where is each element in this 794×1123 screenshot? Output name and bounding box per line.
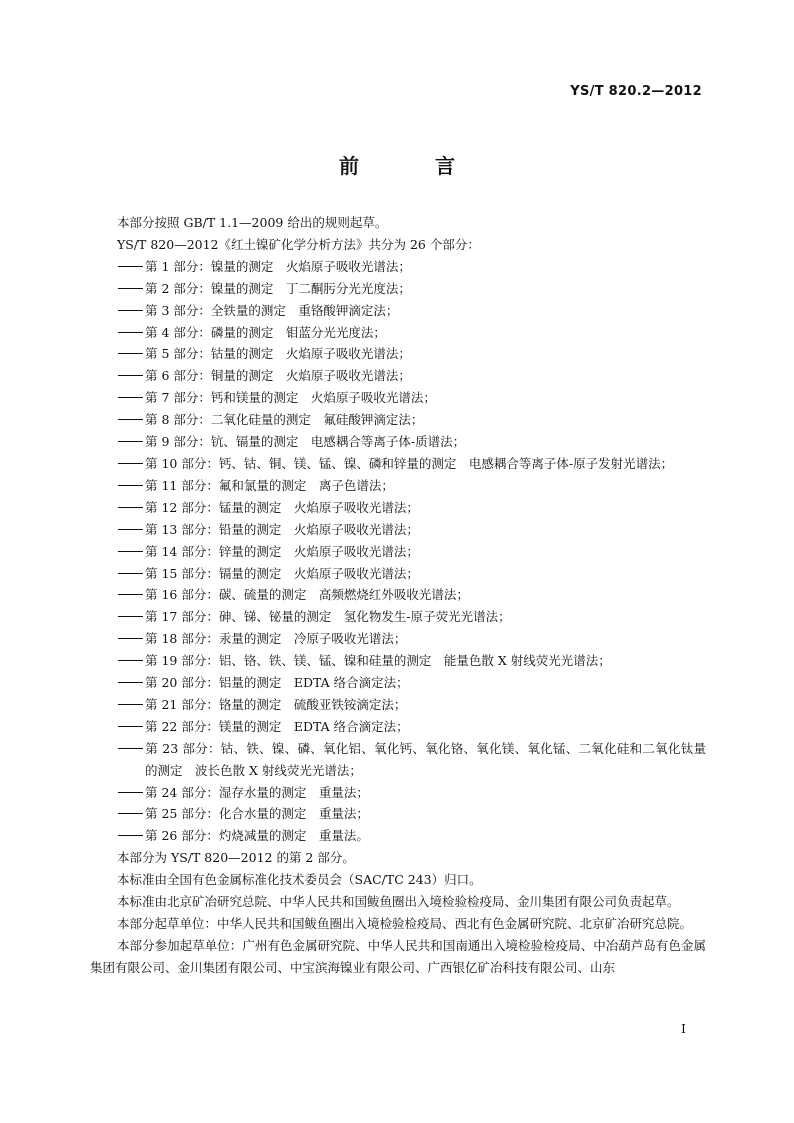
list-item	[90, 584, 706, 606]
list-item	[90, 278, 706, 300]
list-item-text: 第 11 部分：氟和氯量的测定 离子色谱法；	[145, 477, 394, 493]
drafting-organizations: 本标准由北京矿冶研究总院、中华人民共和国鲅鱼圈出入境检验检疫局、金川集团有限公司负责起草。	[117, 894, 680, 910]
list-item	[90, 563, 706, 585]
dash-mark	[118, 365, 145, 387]
page-number: I	[681, 1021, 686, 1036]
dash-mark	[118, 803, 145, 825]
list-item	[90, 453, 706, 475]
dash-mark	[118, 278, 145, 300]
list-item	[90, 694, 706, 716]
list-item-text: 第 24 部分：湿存水量的测定 重量法；	[145, 784, 369, 800]
dash-mark	[118, 782, 145, 804]
foreword-body	[90, 212, 706, 979]
list-item-text: 第 18 部分：汞量的测定 冷原子吸收光谱法；	[145, 631, 407, 647]
list-item	[90, 782, 706, 804]
list-item	[90, 606, 706, 628]
list-item-text: 第 21 部分：铬量的测定 硫酸亚铁铵滴定法；	[145, 696, 407, 712]
parts-list	[90, 256, 706, 847]
part-statement: 本部分为 YS/T 820—2012 的第 2 部分。	[117, 850, 355, 866]
list-item	[90, 497, 706, 519]
list-item	[90, 387, 706, 409]
list-item-text: 第 5 部分：钴量的测定 火焰原子吸收光谱法；	[145, 346, 411, 362]
list-item	[90, 475, 706, 497]
dash-mark	[118, 519, 145, 541]
list-item	[90, 650, 706, 672]
list-item-text: 第 1 部分：镍量的测定 火焰原子吸收光谱法；	[145, 258, 411, 274]
list-item-text: 第 15 部分：镉量的测定 火焰原子吸收光谱法；	[145, 565, 419, 581]
list-item-text: 第 26 部分：灼烧减量的测定 重量法。	[145, 828, 369, 844]
list-item-text: 第 12 部分：锰量的测定 火焰原子吸收光谱法；	[145, 499, 419, 515]
participating-units: 本部分参加起草单位：广州有色金属研究院、中华人民共和国南通出入境检验检疫局、中冶葫芦岛有色金属集团有限公司、金川集团有限公司、中宝滨海镍业有限公司、广西银亿矿冶科技有限公司、山东	[90, 937, 706, 975]
dash-mark	[118, 256, 145, 278]
list-item-text: 第 3 部分：全铁量的测定 重铬酸钾滴定法；	[145, 302, 399, 318]
intro-paragraph-1: 本部分按照 GB/T 1.1—2009 给出的规则起草。	[117, 215, 388, 230]
dash-mark	[118, 694, 145, 716]
dash-mark	[118, 628, 145, 650]
list-item-text: 第 2 部分：镍量的测定 丁二酮肟分光光度法；	[145, 280, 411, 296]
part-drafting-units: 本部分起草单位：中华人民共和国鲅鱼圈出入境检验检疫局、西北有色金属研究院、北京矿冶研究总院。	[117, 916, 693, 931]
dash-mark	[118, 650, 145, 672]
list-item-text: 第 25 部分：化合水量的测定 重量法；	[145, 806, 369, 822]
intro-paragraph-2: YS/T 820—2012《红土镍矿化学分析方法》共分为 26 个部分：	[117, 236, 480, 252]
dash-mark	[118, 541, 145, 563]
dash-mark	[118, 584, 145, 606]
list-item	[90, 256, 706, 278]
list-item-text: 第 22 部分：镁量的测定 EDTA 络合滴定法；	[145, 718, 409, 734]
dash-mark	[118, 716, 145, 738]
dash-mark	[118, 453, 145, 475]
dash-mark	[118, 431, 145, 453]
list-item-text: 第 8 部分：二氧化硅量的测定 氟硅酸钾滴定法；	[145, 412, 424, 428]
list-item-text: 第 14 部分：锌量的测定 火焰原子吸收光谱法；	[145, 543, 419, 559]
list-item	[90, 343, 706, 365]
list-item-text: 第 20 部分：铝量的测定 EDTA 络合滴定法；	[145, 675, 409, 691]
list-item	[90, 541, 706, 563]
list-item-text: 第 17 部分：砷、锑、铋量的测定 氢化物发生-原子荧光光谱法；	[145, 609, 511, 625]
list-item-text: 第 23 部分：钴、铁、镍、磷、氧化铝、氧化钙、氧化铬、氧化镁、氧化锰、二氧化硅和二氧化钛量的测定 波长色散 X 射线荧光光谱法；	[145, 740, 706, 778]
list-item-text: 第 13 部分：铅量的测定 火焰原子吸收光谱法；	[145, 521, 419, 537]
list-item-text: 第 10 部分：钙、钴、铜、镁、锰、镍、磷和锌量的测定 电感耦合等离子体-原子发射光谱法；	[145, 455, 674, 471]
dash-mark	[118, 322, 145, 344]
dash-mark	[118, 825, 145, 847]
dash-mark	[118, 497, 145, 519]
list-item-text: 第 6 部分：铜量的测定 火焰原子吸收光谱法；	[145, 368, 411, 384]
dash-mark	[118, 738, 145, 760]
list-item	[90, 803, 706, 825]
committee-statement: 本标准由全国有色金属标准化技术委员会（SAC/TC 243）归口。	[117, 872, 482, 888]
dash-mark	[118, 563, 145, 585]
standard-number: YS/T 820.2—2012	[570, 84, 702, 99]
list-item	[90, 519, 706, 541]
list-item	[90, 672, 706, 694]
list-item-text: 第 16 部分：碳、硫量的测定 高频燃烧红外吸收光谱法；	[145, 587, 469, 603]
list-item	[90, 431, 706, 453]
list-item	[90, 628, 706, 650]
list-item	[90, 365, 706, 387]
dash-mark	[118, 387, 145, 409]
dash-mark	[118, 300, 145, 322]
list-item	[90, 322, 706, 344]
dash-mark	[118, 606, 145, 628]
dash-mark	[118, 343, 145, 365]
dash-mark	[118, 672, 145, 694]
list-item-text: 第 19 部分：铝、铬、铁、镁、锰、镍和硅量的测定 能量色散 X 射线荧光光谱法；	[145, 653, 611, 669]
list-item-text: 第 4 部分：磷量的测定 钼蓝分光光度法；	[145, 324, 386, 340]
page-title: 前 言	[339, 154, 483, 178]
list-item	[90, 738, 706, 782]
list-item	[90, 716, 706, 738]
list-item-text: 第 7 部分：钙和镁量的测定 火焰原子吸收光谱法；	[145, 390, 436, 406]
list-item-text: 第 9 部分：钪、镉量的测定 电感耦合等离子体-质谱法；	[145, 434, 466, 450]
dash-mark	[118, 475, 145, 497]
dash-mark	[118, 409, 145, 431]
list-item	[90, 825, 706, 847]
list-item	[90, 409, 706, 431]
list-item	[90, 300, 706, 322]
